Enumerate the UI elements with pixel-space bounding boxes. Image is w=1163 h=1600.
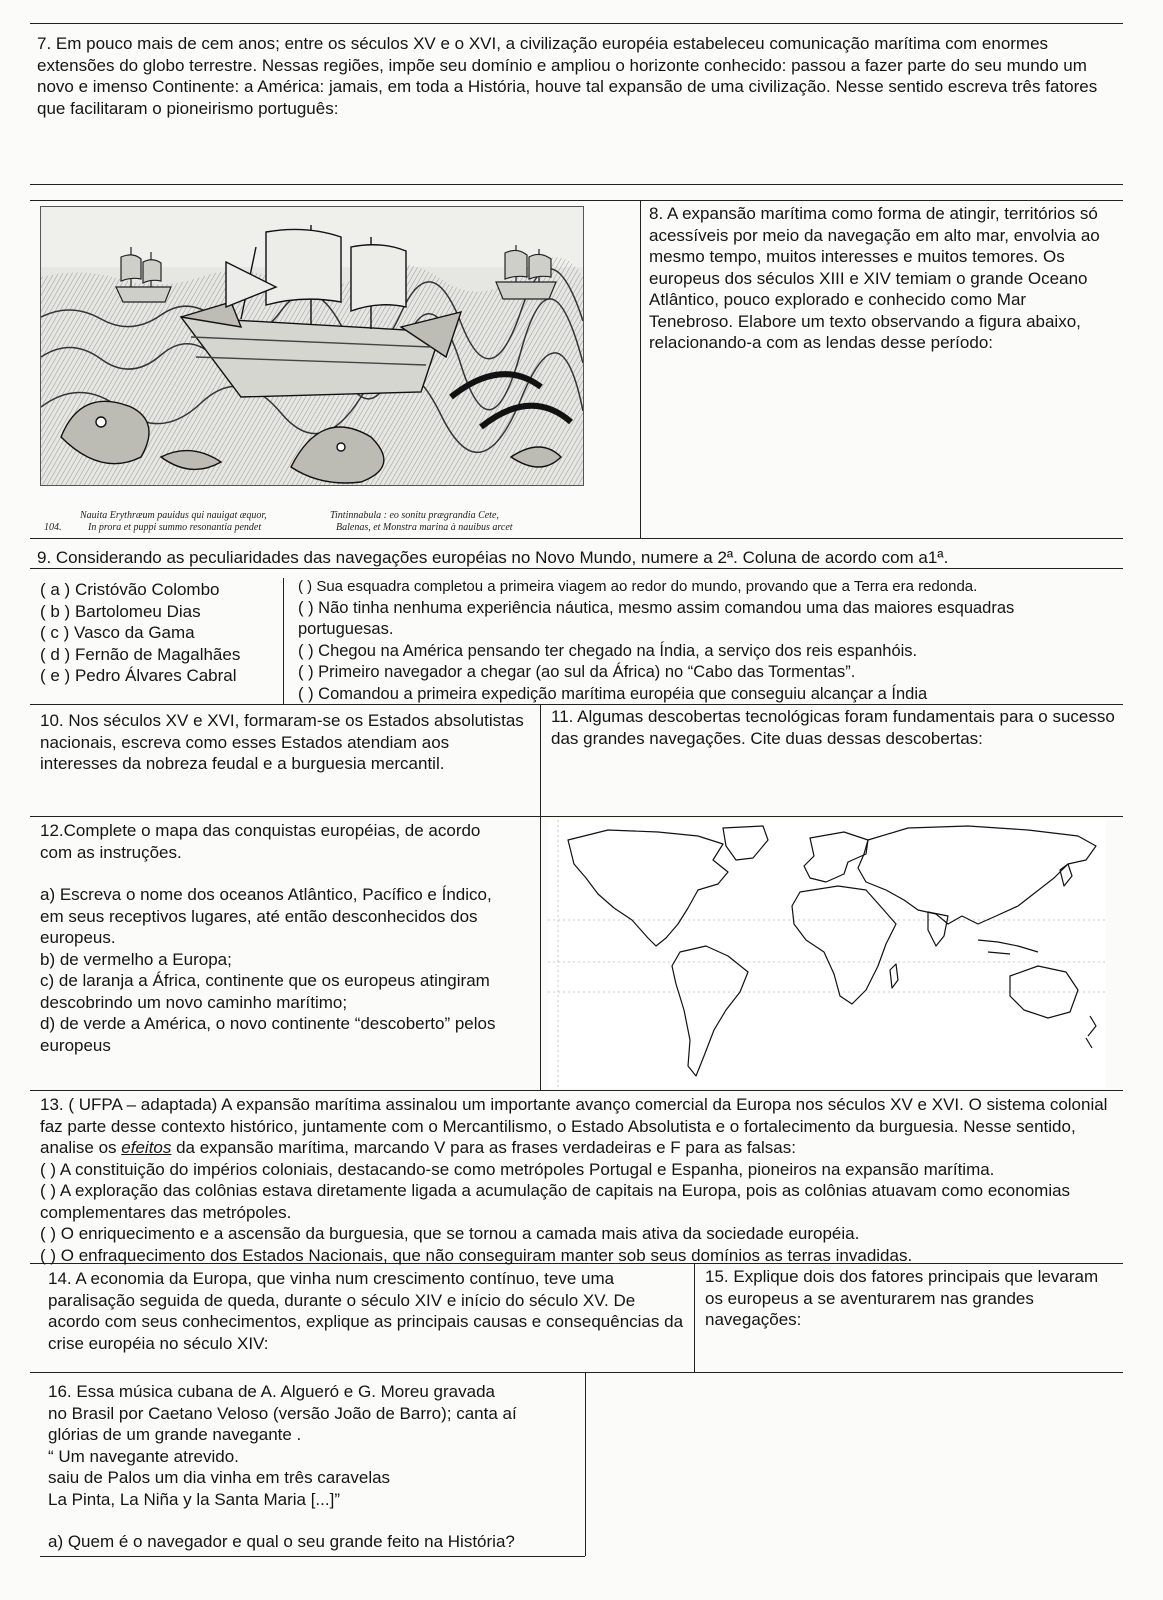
list-item: ( ) Não tinha nenhuma experiência náutica, mesmo assim comandou uma das maiores esquadras portuguesas. xyxy=(298,598,1015,638)
question-14: 14. A economia da Europa, que vinha num crescimento contínuo, teve uma paralisação seguida de queda, durante o século XIV e início do século XV. De acordo com seus conhecimentos, explique as principais causas e consequências da crise européia no século XIV: xyxy=(48,1269,684,1353)
list-item: ( ) Chegou na América pensando ter chegado na Índia, a serviço dos reis espanhóis. xyxy=(298,641,918,660)
list-item: ( ) O enriquecimento e a ascensão da burguesia, que se tornou a camada mais ativa da sociedade européia. xyxy=(40,1224,860,1243)
lyric-line: 16. Essa música cubana de A. Algueró e G. Moreu gravada xyxy=(48,1382,495,1401)
question-9-left-column xyxy=(40,579,280,687)
question-16-a: a) Quem é o navegador e qual o seu grande feito na História? xyxy=(48,1532,515,1551)
instruction-d: d) de verde a América, o novo continente “descoberto” pelos europeus xyxy=(40,1014,496,1055)
question-11: 11. Algumas descobertas tecnológicas foram fundamentais para o sucesso das grandes navegações. Cite duas dessas descobertas: xyxy=(551,707,1115,748)
lyric-line: no Brasil por Caetano Veloso (versão João de Barro); canta aí xyxy=(48,1403,517,1423)
list-item: ( ) Primeiro navegador a chegar (ao sul da África) no “Cabo das Tormentas”. xyxy=(298,663,856,681)
question-16 xyxy=(48,1381,608,1553)
list-item: ( e ) Pedro Álvares Cabral xyxy=(40,666,237,685)
list-item: ( ) Sua esquadra completou a primeira viagem ao redor do mundo, provando que a Terra era redonda. xyxy=(298,578,978,595)
caption-right-line-2: Balenas, et Monstra marina à nauibus arcet xyxy=(336,522,513,533)
list-item: ( d ) Fernão de Magalhães xyxy=(40,644,241,664)
question-7-text: 7. Em pouco mais de cem anos; entre os séculos XV e o XVI, a civilização européia estabeleceu comunicação marítima com enormes extensões do globo terrestre. Nessas regiões, impõe seu domínio e ampliou o horizonte conhecido: passou a fazer parte do seu mundo um novo e imenso Continente: a América: jamais, em toda a História, houve tal expansão de uma civilização. Nesse sentido escreva três fatores que facilitaram o pioneirismo português: xyxy=(37,34,1098,118)
question-15: 15. Explique dois dos fatores principais que levaram os europeus a se aventurarem nas grandes navegações: xyxy=(705,1267,1099,1329)
list-item: ( ) A exploração das colônias estava diretamente ligada a acumulação de capitais na Europa, pois as colônias atuavam como economias complementares das metrópoles. xyxy=(40,1181,1071,1222)
list-item: ( ) O enfraquecimento dos Estados Nacionais, que não conseguiram manter sob seus domínios as terras invadidas. xyxy=(40,1245,913,1265)
divider xyxy=(40,1556,585,1557)
divider xyxy=(30,1372,1123,1373)
lyric-line: saiu de Palos um dia vinha em três caravelas xyxy=(48,1468,391,1487)
south-america xyxy=(672,946,748,1076)
list-item: ( ) Comandou a primeira expedição marítima européia que conseguiu alcançar a Índia xyxy=(298,684,928,703)
greenland xyxy=(723,826,768,860)
engraving-illustration xyxy=(41,207,583,485)
india xyxy=(928,912,948,946)
madagascar xyxy=(890,964,898,988)
north-america xyxy=(568,830,728,946)
list-item: ( ) A constituição do impérios coloniais, destacando-se como metrópoles Portugal e Espanha, pioneiros na expansão marítima. xyxy=(40,1159,995,1179)
lyric-line: glórias de um grande navegante . xyxy=(48,1425,302,1444)
question-8 xyxy=(649,203,1111,354)
divider xyxy=(30,200,1123,201)
divider xyxy=(30,816,1123,817)
divider xyxy=(30,184,1123,185)
africa xyxy=(792,886,896,1004)
question-12-title: 12.Complete o mapa das conquistas européias, de acordo com as instruções. xyxy=(40,821,481,862)
engraving-caption xyxy=(40,510,582,536)
caption-right-line-1: Tintinnabula : eo sonitu prægrandia Cete, xyxy=(330,510,499,521)
caption-left-line-2: In prora et puppi summo resonantia pendet xyxy=(88,522,262,533)
indonesia xyxy=(978,940,1038,954)
europe xyxy=(804,832,868,882)
question-12 xyxy=(40,820,510,1056)
list-item: ( a ) Cristóvão Colombo xyxy=(40,580,220,599)
caption-left-line-1: Nauita Erythræum pauidus qui nauigat æquor, xyxy=(80,510,267,521)
divider xyxy=(640,200,641,538)
japan xyxy=(1060,864,1072,886)
question-8-text: 8. A expansão marítima como forma de atingir, territórios só acessíveis por meio da navegação em alto mar, envolvia ao mesmo tempo, muitos interesses e muitos temores. Os europeus dos séculos XIII e XIV temiam o grande Oceano Atlântico, pouco explorado e conhecido como Mar Tenebroso. Elabore um texto observando a figura abaixo, relacionando-a com as lendas desse período: xyxy=(649,204,1100,352)
asia xyxy=(858,826,1096,924)
question-9-title: 9. Considerando as peculiaridades das navegações européias no Novo Mundo, numere a 2ª. Coluna de acordo com a1ª. xyxy=(37,548,949,567)
plate-number: 104. xyxy=(44,522,62,533)
new-zealand xyxy=(1086,1016,1096,1048)
instruction-c: c) de laranja a África, continente que os europeus atingiram descobrindo um novo caminho marítimo; xyxy=(40,971,490,1012)
world-map xyxy=(548,820,1106,1088)
divider xyxy=(30,23,1123,24)
instruction-b: b) de vermelho a Europa; xyxy=(40,949,232,969)
divider xyxy=(694,1263,695,1372)
lyric-line: La Pinta, La Niña y la Santa Maria [...]” xyxy=(48,1489,340,1509)
divider xyxy=(283,578,284,704)
list-item: ( b ) Bartolomeu Dias xyxy=(40,601,201,621)
question-13 xyxy=(40,1094,1125,1266)
list-item: ( c ) Vasco da Gama xyxy=(40,623,195,642)
divider xyxy=(30,538,1123,539)
divider xyxy=(30,1090,1123,1091)
lyric-line: “ Um navegante atrevido. xyxy=(48,1446,239,1466)
question-9-right-column xyxy=(298,576,1098,705)
instruction-a: a) Escreva o nome dos oceanos Atlântico, Pacífico e Índico, em seus receptivos lugares, até então desconhecidos dos europeus. xyxy=(40,885,492,947)
divider xyxy=(540,704,541,1090)
engraving-ships-sea-monsters xyxy=(40,206,584,486)
question-10: 10. Nos séculos XV e XVI, formaram-se os Estados absolutistas nacionais, escreva como esses Estados atendiam aos interesses da nobreza feudal e a burguesia mercantil. xyxy=(40,711,524,773)
emphasis-efeitos: efeitos xyxy=(121,1138,172,1157)
world-map-outline xyxy=(548,820,1106,1088)
question-7 xyxy=(37,33,1107,119)
question-13-intro: 13. ( UFPA – adaptada) A expansão marítima assinalou um importante avanço comercial da Europa nos séculos XV e XVI. O sistema colonial faz parte desse contexto histórico, juntamente com o Mercantilismo, o Estado Absolutista e o fortalecimento da burguesia. Nesse sentido, analise os efeitos da expansão marítima, marcando V para as frases verdadeiras e F para as falsas: xyxy=(40,1095,1108,1157)
